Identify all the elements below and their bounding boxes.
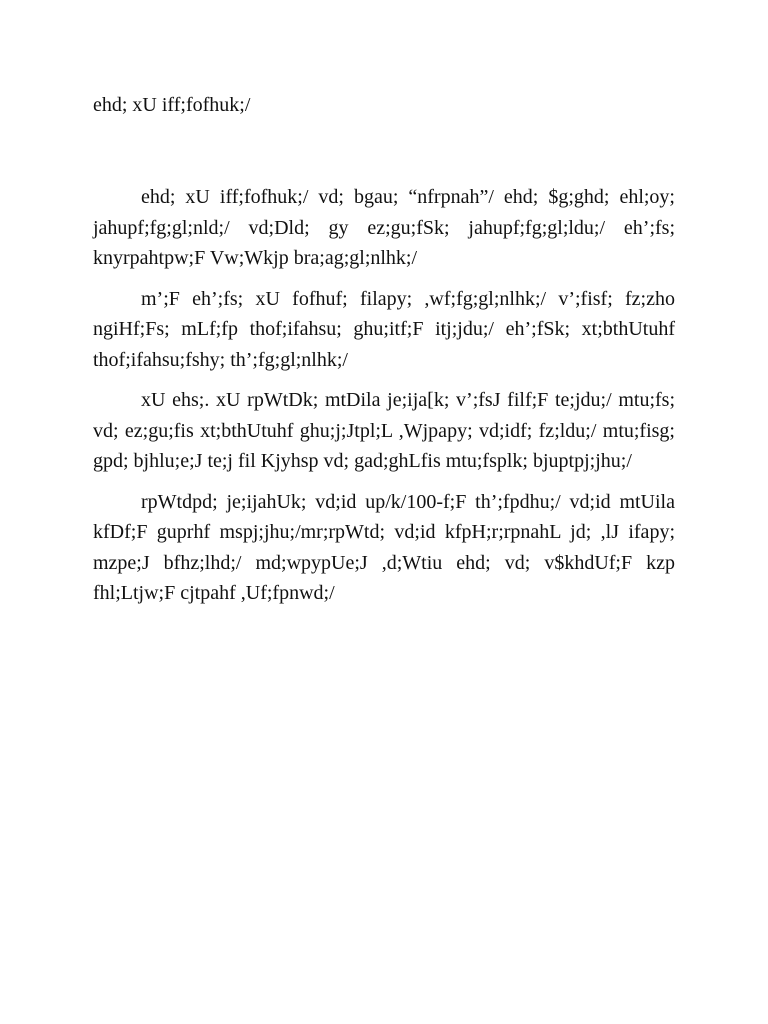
- document-page: [93, 90, 675, 609]
- document-title: ehd; xU iff;fofhuk;/: [93, 94, 251, 116]
- paragraph: m’;F eh’;fs; xU fofhuf; filapy; ,wf;fg;gl;nlhk;/ v’;fisf; fz;zho ngiHf;Fs; mLf;fp thof;ifahsu; ghu;itf;F itj;jdu;/ eh’;fSk; xt;bthUtuhf thof;ifahsu;fshy; th’;fg;gl;nlhk;/: [93, 287, 675, 371]
- paragraph: xU ehs;. xU rpWtDk; mtDila je;ija[k; v’;fsJ filf;F te;jdu;/ mtu;fs; vd; ez;gu;fis xt;bthUtuhf ghu;j;Jtpl;L ,Wjpapy; vd;idf; fz;ldu;/ mtu;fisg; gpd; bjhlu;e;J te;j fil Kjyhsp vd; gad;ghLfis mtu;fsplk; bjuptpj;jhu;/: [93, 389, 675, 472]
- paragraph: rpWtdpd; je;ijahUk; vd;id up/k/100-f;F th’;fpdhu;/ vd;id mtUila kfDf;F guprhf mspj;jhu;/mr;rpWtd; vd;id kfpH;r;rpnahL jd; ,lJ ifapy; mzpe;J bfhz;lhd;/ md;wpypUe;J ,d;Wtiu ehd; vd; v$khdUf;F kzp fhl;Ltjw;F cjtpahf ,Uf;fpnwd;/: [93, 490, 675, 604]
- paragraph: ehd; xU iff;fofhuk;/ vd; bgau; “nfrpnah”/ ehd; $g;ghd; ehl;oy; jahupf;fg;gl;nld;/ vd;Dld; gy ez;gu;fSk; jahupf;fg;gl;ldu;/ eh’;fs; knyrpahtpw;F Vw;Wkjp bra;ag;gl;nlhk;/: [93, 186, 675, 269]
